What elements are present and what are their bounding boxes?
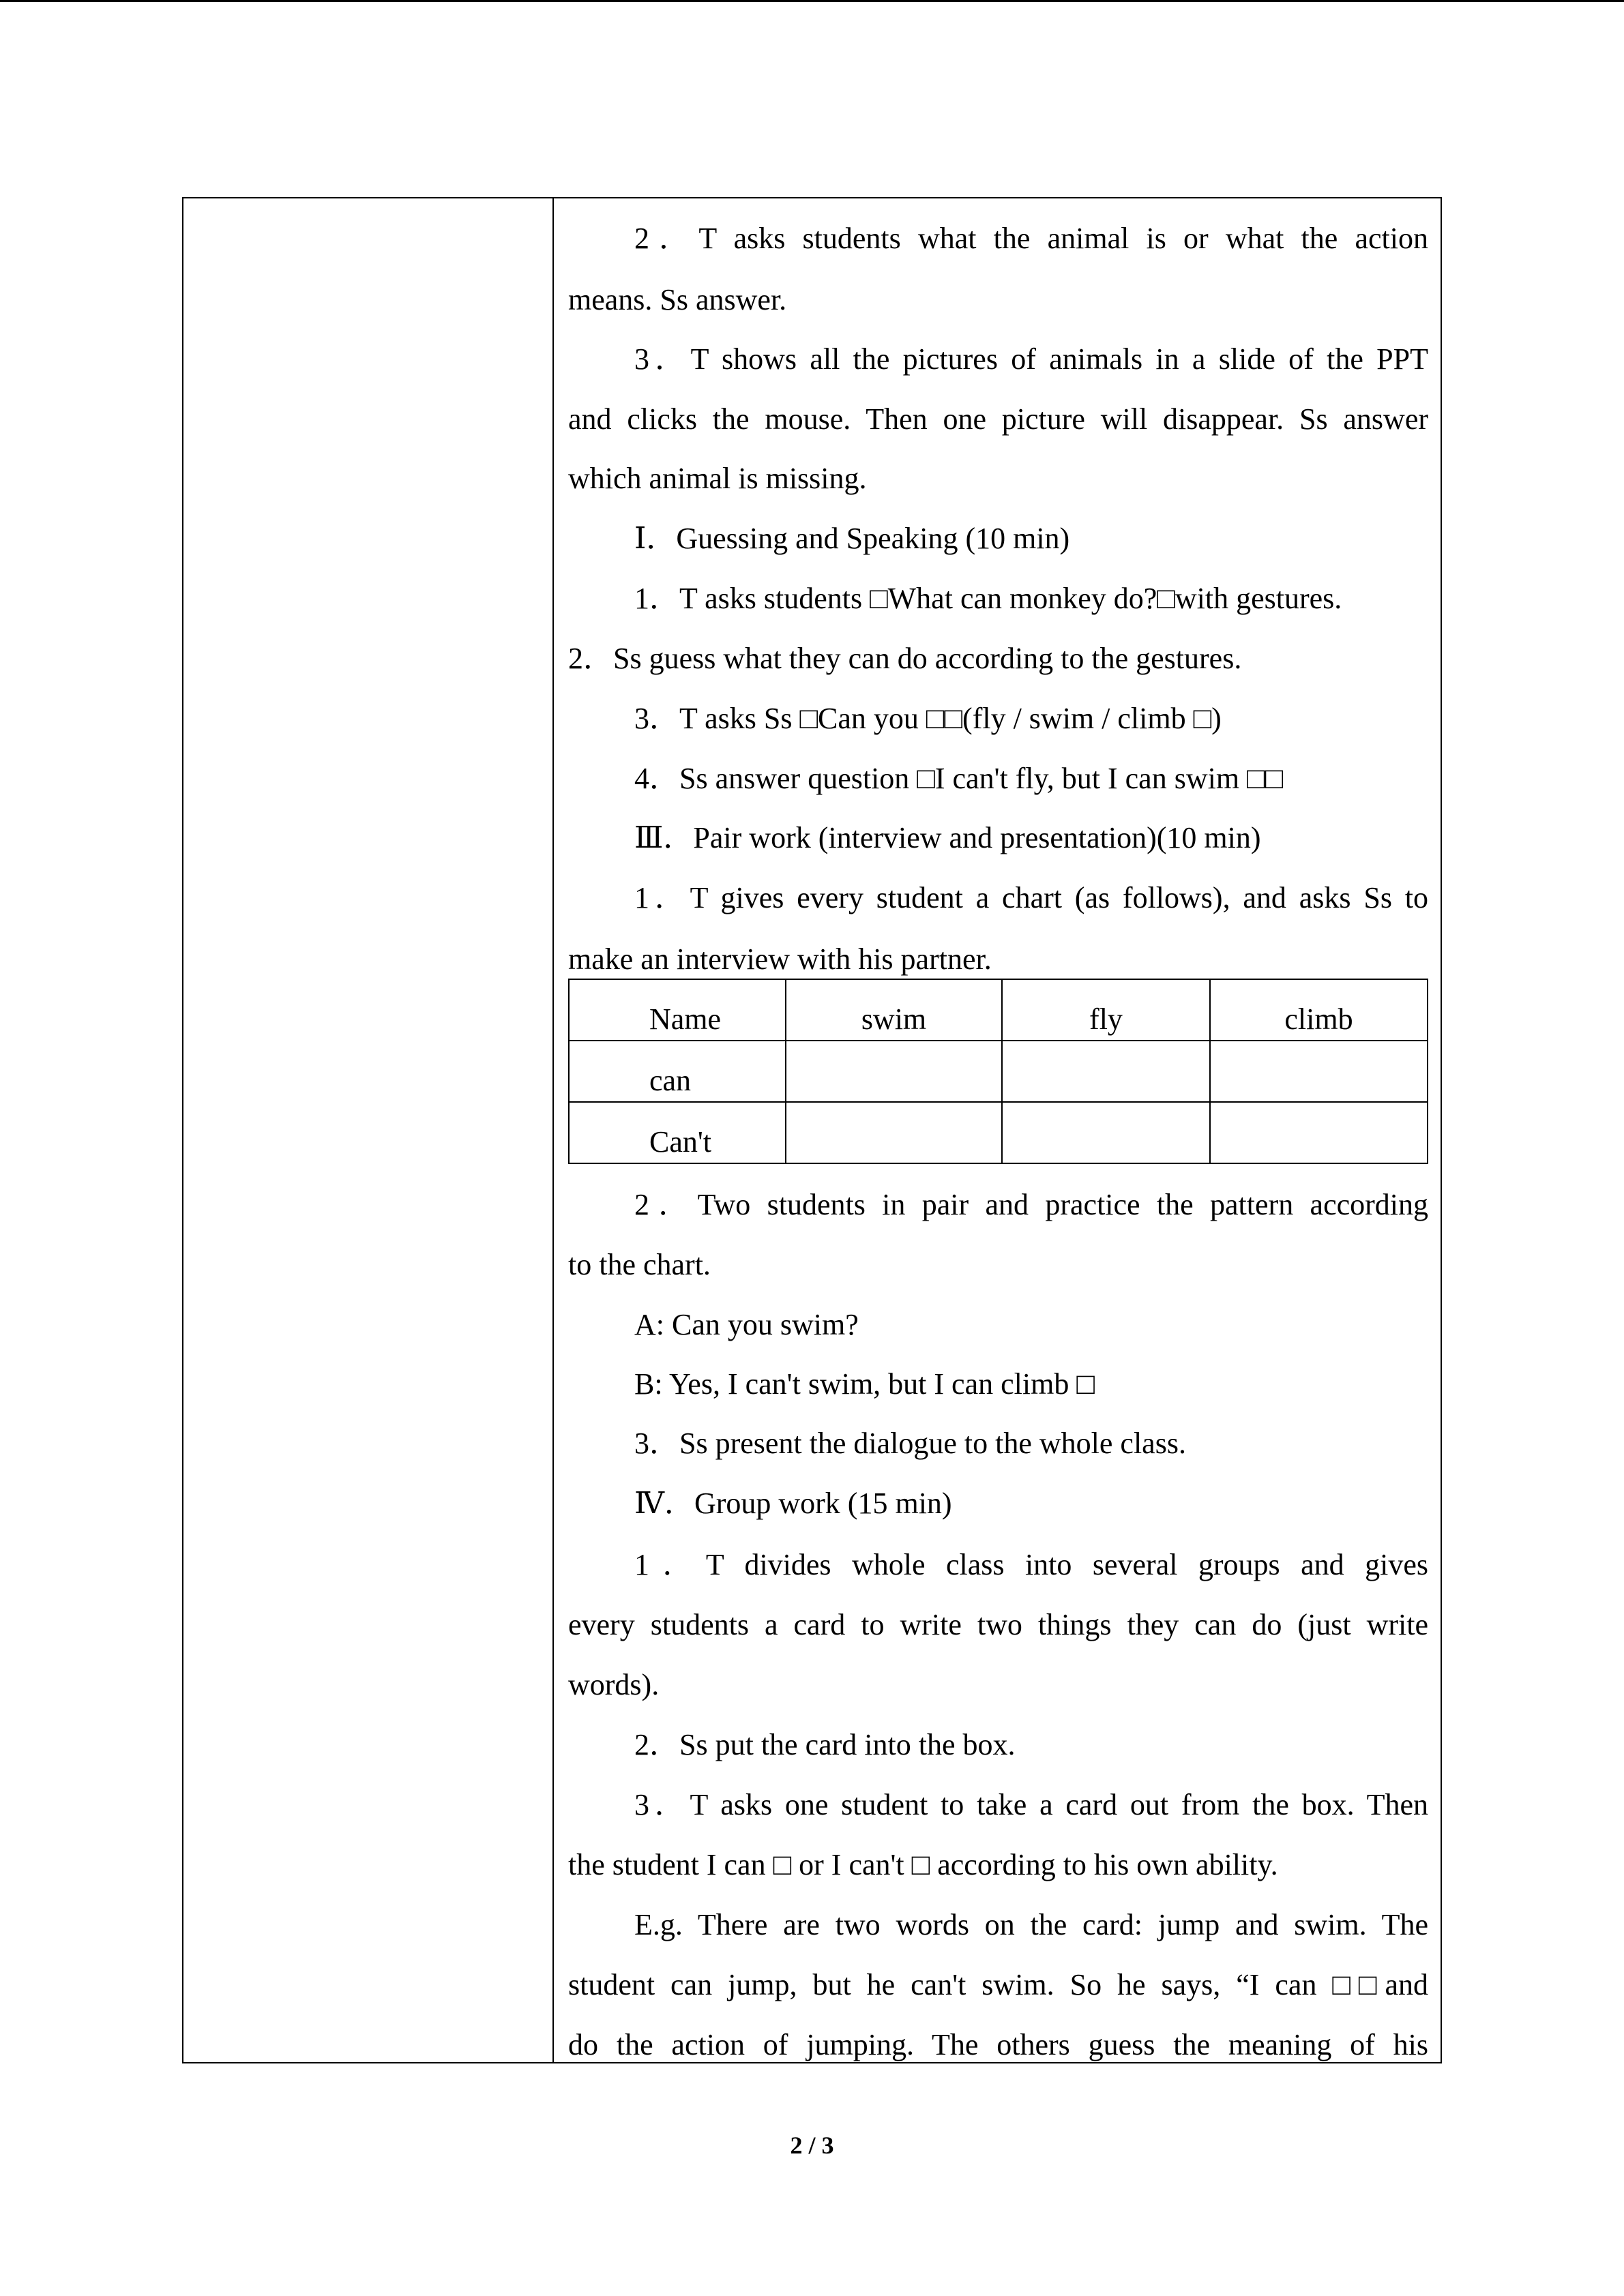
page-number: 2 / 3 [790, 2132, 834, 2159]
interview-chart [568, 979, 1428, 1164]
chart-cell [1210, 1102, 1428, 1163]
text-line: which animal is missing. [568, 462, 867, 495]
text-line: 1．T divides whole class into several groups and gives [634, 1548, 1428, 1581]
text-line: 2．Ss guess what they can do according to the gestures. [568, 642, 1242, 675]
chart-header-cell: swim [786, 979, 1002, 1041]
dialogue-line: B: Yes, I can't swim, but I can climb □ [634, 1367, 1095, 1401]
text-line: 2．Two students in pair and practice the pattern according [634, 1188, 1428, 1221]
text-line: 1．T gives every student a chart (as follows), and asks Ss to [634, 881, 1428, 914]
chart-cell [1002, 1102, 1210, 1163]
text-line: means. Ss answer. [568, 283, 787, 316]
text-line: do the action of jumping. The others guess the meaning of his [568, 2028, 1428, 2061]
left-column [183, 198, 554, 2062]
chart-cell [786, 1102, 1002, 1163]
text-line: 2．T asks students what the animal is or what the action [634, 222, 1428, 255]
chart-row [569, 1102, 1428, 1163]
dialogue-line: A: Can you swim? [634, 1308, 859, 1341]
text-line: the student I can □ or I can't □ according to his own ability. [568, 1848, 1278, 1881]
chart-header-row [569, 979, 1428, 1041]
chart-cell: can [569, 1041, 786, 1102]
text-line: 4．Ss answer question □I can't fly, but I can swim □□ [634, 762, 1284, 795]
chart-header-cell: Name [569, 979, 786, 1041]
text-line: 3．T asks Ss □Can you □□(fly / swim / climb □) [634, 702, 1222, 735]
chart-cell [1210, 1041, 1428, 1102]
chart-row [569, 1041, 1428, 1102]
chart-cell: Can't [569, 1102, 786, 1163]
text-line: make an interview with his partner. [568, 942, 992, 976]
text-line: and clicks the mouse. Then one picture will disappear. Ss answer [568, 402, 1428, 436]
text-line: 2．Ss put the card into the box. [634, 1728, 1016, 1761]
top-rule [0, 0, 1624, 2]
text-line: 3．T asks one student to take a card out from the box. Then [634, 1788, 1428, 1821]
text-line: words). [568, 1668, 660, 1701]
text-line: every students a card to write two things they can do (just write [568, 1608, 1428, 1641]
chart-cell [786, 1041, 1002, 1102]
chart-cell [1002, 1041, 1210, 1102]
text-line: 1．T asks students □What can monkey do?□with gestures. [634, 582, 1342, 615]
text-line: 3．T shows all the pictures of animals in a slide of the PPT [634, 342, 1428, 376]
chart-header-cell: fly [1002, 979, 1210, 1041]
section-heading: Ⅰ．Guessing and Speaking (10 min) [634, 522, 1070, 555]
text-line: E.g. There are two words on the card: jump and swim. The [634, 1908, 1428, 1941]
chart-header-cell: climb [1210, 979, 1428, 1041]
text-line: to the chart. [568, 1248, 711, 1281]
text-line: student can jump, but he can't swim. So he says, “I can □□and [568, 1968, 1428, 2001]
section-heading: Ⅲ．Pair work (interview and presentation)(10 min) [634, 821, 1261, 854]
section-heading: Ⅳ．Group work (15 min) [634, 1487, 952, 1520]
text-line: 3．Ss present the dialogue to the whole class. [634, 1427, 1186, 1460]
